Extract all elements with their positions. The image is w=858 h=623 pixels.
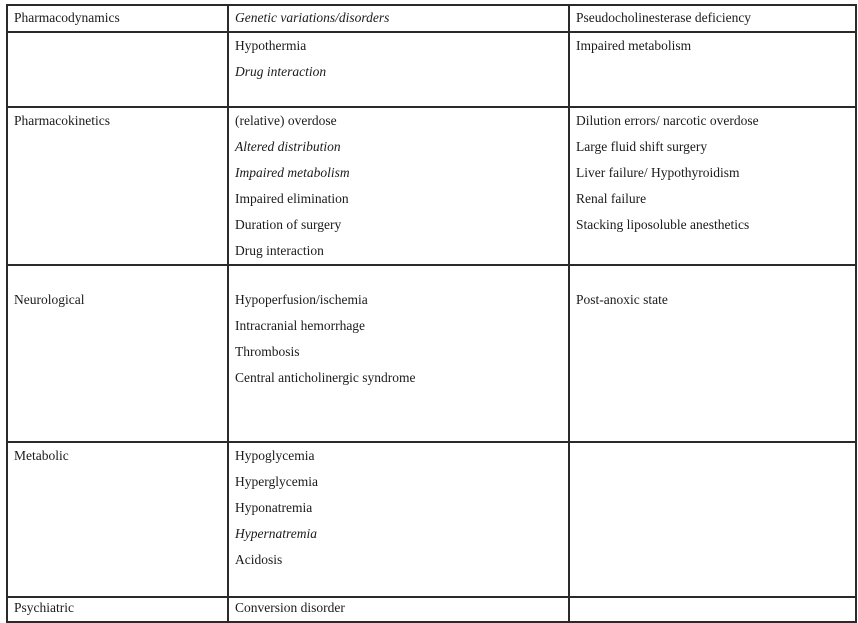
cause-item: Central anticholinergic syndrome — [235, 370, 416, 385]
cause-item: Hypoperfusion/ischemia — [235, 292, 368, 307]
examples-cell — [569, 32, 856, 107]
table-header-row — [7, 5, 856, 32]
table-row — [7, 597, 856, 622]
example-item: Large fluid shift surgery — [576, 139, 708, 154]
table-row — [7, 107, 856, 265]
cause-item: Hypothermia — [235, 38, 307, 53]
cause-item: Intracranial hemorrhage — [235, 318, 366, 333]
examples-cell — [569, 597, 856, 622]
causes-cell — [228, 107, 569, 265]
category-label: Psychiatric — [14, 600, 74, 615]
cause-item: Impaired elimination — [235, 191, 349, 206]
category-cell — [7, 597, 228, 622]
category-cell — [7, 265, 228, 442]
causes-cell — [228, 597, 569, 622]
example-item: Impaired metabolism — [576, 38, 692, 53]
cause-item: Drug interaction — [235, 64, 327, 79]
category-cell — [7, 107, 228, 265]
header-cell-causes — [228, 5, 569, 32]
table-row — [7, 32, 856, 107]
causes-table — [6, 4, 857, 623]
example-item: Liver failure/ Hypothyroidism — [576, 165, 740, 180]
category-label: Pharmacokinetics — [14, 113, 110, 128]
header-label: Pseudocholinesterase deficiency — [576, 10, 752, 25]
header-label: Genetic variations/disorders — [235, 10, 390, 25]
header-cell-examples — [569, 5, 856, 32]
cause-item: Hyperglycemia — [235, 474, 318, 489]
example-item: Dilution errors/ narcotic overdose — [576, 113, 759, 128]
category-label: Metabolic — [14, 448, 69, 463]
cause-item: Impaired metabolism — [235, 165, 350, 180]
header-label: Pharmacodynamics — [14, 10, 120, 25]
example-item: Post-anoxic state — [576, 292, 668, 307]
table-row — [7, 442, 856, 597]
causes-cell — [228, 265, 569, 442]
header-cell-category — [7, 5, 228, 32]
example-item: Renal failure — [576, 191, 647, 206]
cause-item: Hyponatremia — [235, 500, 313, 515]
examples-cell — [569, 107, 856, 265]
cause-item: (relative) overdose — [235, 113, 337, 128]
examples-cell — [569, 265, 856, 442]
cause-item: Drug interaction — [235, 243, 324, 258]
category-cell — [7, 442, 228, 597]
cause-item: Acidosis — [235, 552, 283, 567]
examples-cell — [569, 442, 856, 597]
causes-cell — [228, 442, 569, 597]
cause-item: Hypernatremia — [235, 526, 317, 541]
table-row — [7, 265, 856, 442]
cause-item: Altered distribution — [235, 139, 341, 154]
cause-item: Hypoglycemia — [235, 448, 315, 463]
cause-item: Thrombosis — [235, 344, 300, 359]
example-item: Stacking liposoluble anesthetics — [576, 217, 750, 232]
causes-cell — [228, 32, 569, 107]
cause-item: Duration of surgery — [235, 217, 342, 232]
cause-item: Conversion disorder — [235, 600, 345, 615]
category-cell — [7, 32, 228, 107]
category-label: Neurological — [14, 292, 85, 307]
